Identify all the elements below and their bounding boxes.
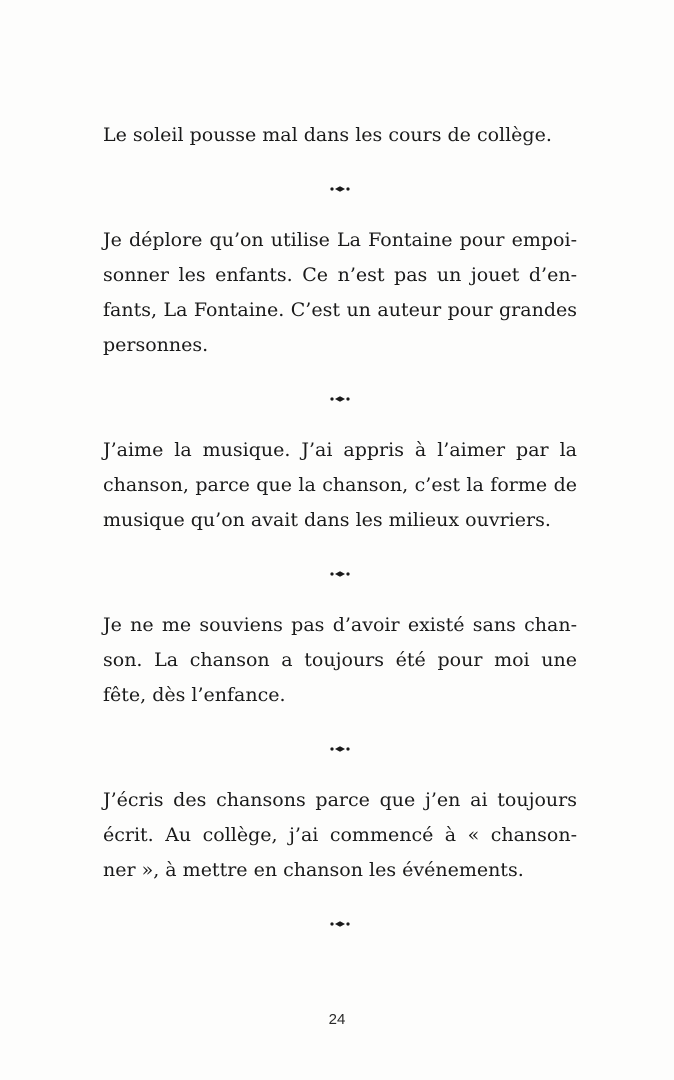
text-line: fête, dès l’enfance.	[103, 684, 286, 706]
text-line: J’écris des chansons parce que j’en ai toujours	[103, 789, 577, 811]
text-line: chanson, parce que la chanson, c’est la forme de	[103, 474, 577, 496]
diamond-ornament-icon	[330, 395, 350, 403]
section-separator	[103, 556, 577, 591]
text-line: ner », à mettre en chanson les événements.	[103, 859, 524, 881]
text-line: son. La chanson a toujours été pour moi une	[103, 649, 577, 671]
paragraph-1	[103, 118, 577, 153]
paragraph-2	[103, 223, 577, 363]
text-line: J’aime la musique. J’ai appris à l’aimer par la	[103, 439, 577, 461]
text-line: Je déplore qu’on utilise La Fontaine pour empoi-	[103, 229, 577, 251]
text-line: musique qu’on avait dans les milieux ouvriers.	[103, 509, 551, 531]
text-line: sonner les enfants. Ce n’est pas un jouet d’en-	[103, 264, 577, 286]
section-separator	[103, 731, 577, 766]
text-line: personnes.	[103, 334, 209, 356]
text-line: écrit. Au collège, j’ai commencé à « chanson-	[103, 824, 577, 846]
section-separator	[103, 171, 577, 206]
text-line: Le soleil pousse mal dans les cours de collège.	[103, 124, 552, 146]
page-body	[103, 118, 577, 958]
paragraph-5	[103, 783, 577, 888]
paragraph-3	[103, 433, 577, 538]
diamond-ornament-icon	[330, 745, 350, 753]
page-number: 24	[328, 1011, 346, 1028]
section-separator	[103, 381, 577, 416]
diamond-ornament-icon	[330, 185, 350, 193]
paragraph-4	[103, 608, 577, 713]
text-line: fants, La Fontaine. C’est un auteur pour grandes	[103, 299, 577, 321]
section-separator	[103, 906, 577, 941]
text-line: Je ne me souviens pas d’avoir existé sans chan-	[103, 614, 577, 636]
diamond-ornament-icon	[330, 570, 350, 578]
diamond-ornament-icon	[330, 920, 350, 928]
